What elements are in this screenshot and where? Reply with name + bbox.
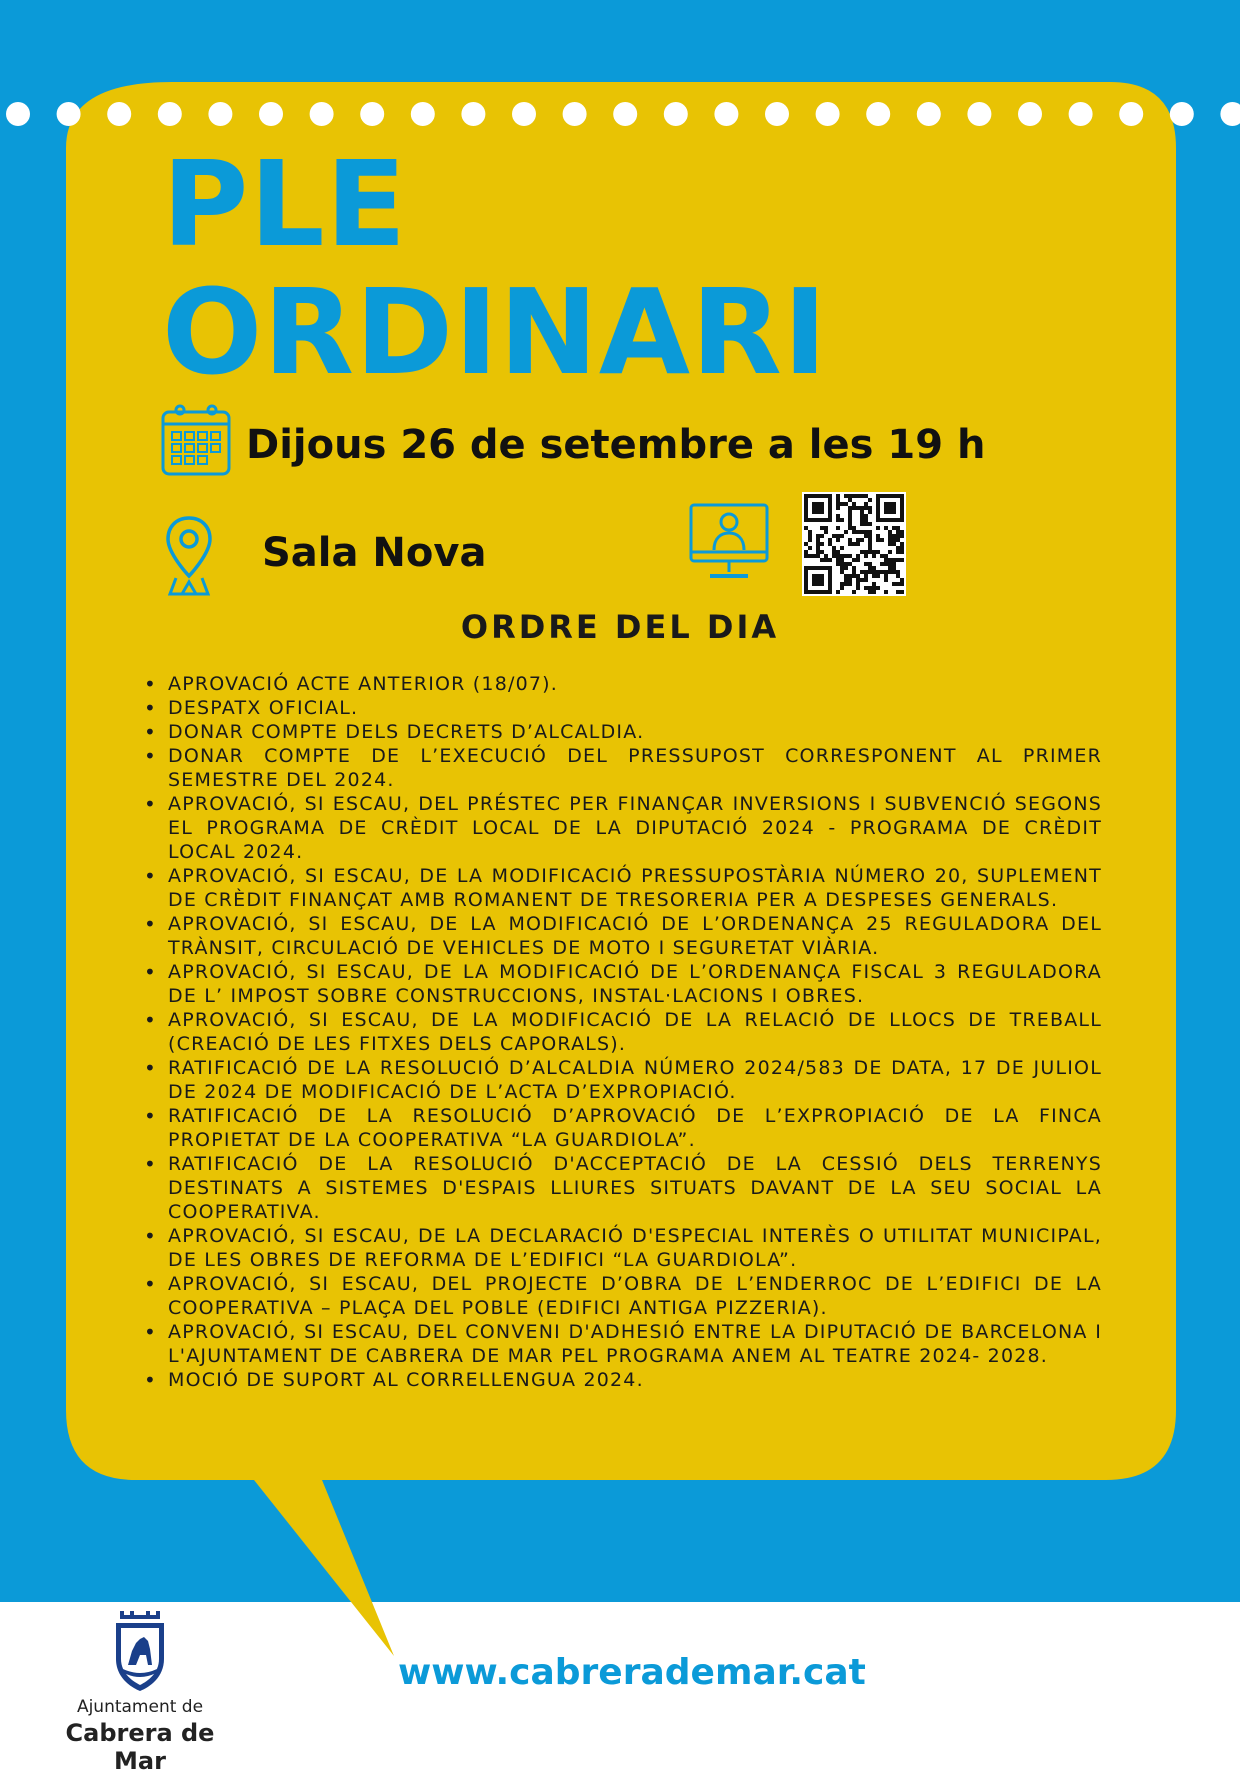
qr-module (900, 546, 904, 550)
qr-module (864, 506, 868, 510)
qr-module (848, 554, 852, 558)
qr-module (852, 558, 856, 562)
qr-module (892, 566, 896, 570)
list-item: • APROVACIÓ, SI ESCAU, DE LA DECLARACIÓ D'ESPECIAL INTERÈS O UTILITAT MUNICIPAL, DE LES OBRES DE REFORMA DE L’EDIFICI “LA GUARDIOLA”. (168, 1224, 1102, 1272)
qr-module (840, 570, 844, 574)
qr-module (880, 562, 884, 566)
qr-module (868, 566, 872, 570)
qr-module (848, 578, 852, 582)
qr-module (900, 542, 904, 546)
qr-finder (876, 494, 904, 498)
perforation-dot (107, 102, 131, 126)
qr-module (844, 582, 848, 586)
qr-module (900, 578, 904, 582)
agenda-list (168, 672, 1102, 1392)
qr-module (840, 502, 844, 506)
list-item: • APROVACIÓ, SI ESCAU, DEL PROJECTE D’OBRA DE L’ENDERROC DE L’EDIFICI DE LA COOPERATIVA – PLAÇA DEL POBLE (EDIFICI ANTIGA PIZZERIA). (168, 1272, 1102, 1320)
qr-module (888, 570, 892, 574)
qr-module (860, 538, 864, 542)
qr-module (852, 530, 856, 534)
qr-module (864, 562, 868, 566)
qr-module (872, 566, 876, 570)
qr-module (880, 554, 884, 558)
qr-module (872, 570, 876, 574)
qr-module (836, 514, 840, 518)
perforation-dot (866, 102, 890, 126)
qr-module (880, 570, 884, 574)
qr-module (896, 550, 900, 554)
qr-module (844, 562, 848, 566)
qr-module (884, 570, 888, 574)
qr-module (808, 530, 812, 534)
qr-module (856, 554, 860, 558)
qr-finder (812, 574, 824, 586)
list-item: • DESPATX OFICIAL. (168, 696, 1102, 720)
qr-module (860, 518, 864, 522)
logo-line-1: Ajuntament de (76, 1697, 204, 1717)
list-item: • RATIFICACIÓ DE LA RESOLUCIÓ D'ACCEPTACIÓ DE LA CESSIÓ DELS TERRENYS DESTINATS A SISTEMES D'ESPAIS LLIURES SITUATS DAVANT DE LA SEU SOCIAL LA COOPERATIVA. (168, 1152, 1102, 1224)
qr-module (860, 570, 864, 574)
qr-module (856, 582, 860, 586)
qr-module (820, 534, 824, 538)
qr-module (840, 546, 844, 550)
qr-module (868, 586, 872, 590)
qr-module (896, 546, 900, 550)
list-item: • APROVACIÓ, SI ESCAU, DE LA MODIFICACIÓ PRESSUPOSTÀRIA NÚMERO 20, SUPLEMENT DE CRÈDIT FINANÇAT AMB ROMANENT DE TRESORERIA PER A DESPESES GENERALS. (168, 864, 1102, 912)
qr-module (832, 554, 836, 558)
qr-finder (812, 502, 824, 514)
qr-module (864, 578, 868, 582)
qr-module (844, 502, 848, 506)
qr-module (848, 506, 852, 510)
qr-module (820, 526, 824, 530)
qr-module (868, 570, 872, 574)
qr-module (892, 534, 896, 538)
qr-module (808, 546, 812, 550)
qr-module (860, 510, 864, 514)
perforation-dot (208, 102, 232, 126)
qr-module (816, 550, 820, 554)
qr-finder (876, 494, 880, 522)
municipal-logo (40, 1605, 240, 1775)
qr-module (848, 582, 852, 586)
qr-module (808, 534, 812, 538)
qr-module (844, 530, 848, 534)
qr-module (828, 538, 832, 542)
qr-module (876, 526, 880, 530)
qr-module (836, 562, 840, 566)
qr-module (860, 522, 864, 526)
qr-module (804, 554, 808, 558)
title-line-2: ORDINARI (162, 263, 828, 401)
perforation-dot (158, 102, 182, 126)
qr-module (868, 498, 872, 502)
qr-module (824, 526, 828, 530)
qr-module (856, 558, 860, 562)
qr-module (824, 558, 828, 562)
qr-code-icon (802, 492, 906, 596)
perforation-dot (310, 102, 334, 126)
perforation-dot (259, 102, 283, 126)
qr-module (824, 530, 828, 534)
qr-finder (804, 590, 832, 594)
qr-module (876, 570, 880, 574)
qr-module (860, 494, 864, 498)
qr-module (852, 526, 856, 530)
qr-module (892, 558, 896, 562)
qr-module (828, 542, 832, 546)
list-item: • MOCIÓ DE SUPORT AL CORRELLENGUA 2024. (168, 1368, 1102, 1392)
qr-module (840, 558, 844, 562)
qr-module (868, 562, 872, 566)
calendar-icon (160, 402, 232, 478)
qr-module (840, 518, 844, 522)
perforation-dot (512, 102, 536, 126)
qr-module (864, 534, 868, 538)
meeting-place: Sala Nova (262, 530, 487, 576)
qr-module (864, 550, 868, 554)
qr-module (868, 590, 872, 594)
list-item: • DONAR COMPTE DE L’EXECUCIÓ DEL PRESSUPOST CORRESPONENT AL PRIMER SEMESTRE DEL 2024. (168, 744, 1102, 792)
page-title (162, 135, 828, 401)
qr-module (896, 526, 900, 530)
qr-module (836, 494, 840, 498)
list-item: • APROVACIÓ ACTE ANTERIOR (18/07). (168, 672, 1102, 696)
qr-module (836, 550, 840, 554)
qr-finder (804, 494, 808, 522)
qr-module (872, 554, 876, 558)
qr-finder (804, 494, 832, 498)
qr-module (880, 538, 884, 542)
qr-finder (876, 518, 904, 522)
qr-module (848, 542, 852, 546)
qr-module (896, 538, 900, 542)
qr-module (848, 538, 852, 542)
perforation-dot (714, 102, 738, 126)
qr-module (872, 582, 876, 586)
qr-module (820, 550, 824, 554)
list-item: • RATIFICACIÓ DE LA RESOLUCIÓ D’ALCALDIA NÚMERO 2024/583 DE DATA, 17 DE JULIOL DE 2024 DE MODIFICACIÓ DE L’ACTA D’EXPROPIACIÓ. (168, 1056, 1102, 1104)
perforation-dot (613, 102, 637, 126)
qr-module (864, 530, 868, 534)
qr-module (856, 578, 860, 582)
qr-module (864, 502, 868, 506)
agenda-title: ORDRE DEL DIA (460, 608, 780, 646)
qr-module (848, 562, 852, 566)
perforation-dot (563, 102, 587, 126)
qr-module (868, 522, 872, 526)
meeting-date: Dijous 26 de setembre a les 19 h (246, 422, 986, 468)
qr-module (852, 542, 856, 546)
qr-module (856, 574, 860, 578)
qr-module (848, 518, 852, 522)
qr-module (864, 586, 868, 590)
qr-module (836, 518, 840, 522)
qr-module (816, 534, 820, 538)
qr-module (868, 550, 872, 554)
qr-module (852, 566, 856, 570)
qr-module (888, 550, 892, 554)
qr-module (816, 538, 820, 542)
qr-module (836, 534, 840, 538)
qr-module (888, 542, 892, 546)
qr-finder (804, 566, 832, 570)
qr-module (820, 558, 824, 562)
list-item: • APROVACIÓ, SI ESCAU, DEL PRÉSTEC PER FINANÇAR INVERSIONS I SUBVENCIÓ SEGONS EL PROGRAMA DE CRÈDIT LOCAL DE LA DIPUTACIÓ 2024 - PROGRAMA DE CRÈDIT LOCAL 2024. (168, 792, 1102, 864)
list-item: • APROVACIÓ, SI ESCAU, DE LA MODIFICACIÓ DE L’ORDENANÇA 25 REGULADORA DEL TRÀNSIT, CIRCULACIÓ DE VEHICLES DE MOTO I SEGURETAT VIÀRIA. (168, 912, 1102, 960)
qr-module (876, 538, 880, 542)
qr-module (868, 542, 872, 546)
qr-module (848, 494, 852, 498)
qr-module (900, 534, 904, 538)
qr-module (840, 582, 844, 586)
qr-module (864, 570, 868, 574)
qr-module (840, 562, 844, 566)
qr-module (852, 502, 856, 506)
qr-module (884, 562, 888, 566)
qr-module (860, 550, 864, 554)
qr-module (840, 586, 844, 590)
logo-line-2: Cabrera de Mar (65, 1719, 215, 1775)
qr-module (804, 542, 808, 546)
qr-module (888, 566, 892, 570)
qr-module (852, 590, 856, 594)
title-line-1: PLE (162, 135, 408, 273)
qr-module (816, 546, 820, 550)
qr-module (868, 534, 872, 538)
qr-module (824, 554, 828, 558)
qr-module (868, 506, 872, 510)
perforation-dot (967, 102, 991, 126)
qr-module (872, 590, 876, 594)
qr-module (852, 506, 856, 510)
qr-module (864, 514, 868, 518)
qr-module (864, 494, 868, 498)
municipal-coat-of-arms-icon (104, 1607, 176, 1695)
qr-module (888, 558, 892, 562)
qr-module (832, 546, 836, 550)
qr-module (876, 550, 880, 554)
qr-module (864, 574, 868, 578)
qr-module (856, 506, 860, 510)
qr-module (900, 550, 904, 554)
qr-module (844, 574, 848, 578)
qr-module (900, 582, 904, 586)
perforation-dot (461, 102, 485, 126)
qr-module (856, 542, 860, 546)
qr-module (892, 582, 896, 586)
perforation-dot (1119, 102, 1143, 126)
qr-module (896, 558, 900, 562)
qr-module (860, 514, 864, 518)
qr-module (852, 570, 856, 574)
qr-module (844, 566, 848, 570)
qr-module (860, 506, 864, 510)
qr-module (820, 542, 824, 546)
perforation-dot (1220, 102, 1240, 126)
qr-module (828, 558, 832, 562)
location-pin-icon (164, 514, 214, 598)
qr-module (896, 534, 900, 538)
monitor-user-icon (688, 502, 770, 584)
qr-module (892, 570, 896, 574)
qr-module (884, 558, 888, 562)
qr-module (836, 590, 840, 594)
qr-module (864, 518, 868, 522)
qr-module (884, 554, 888, 558)
list-item: • APROVACIÓ, SI ESCAU, DEL CONVENI D'ADHESIÓ ENTRE LA DIPUTACIÓ DE BARCELONA I L'AJUNTAMENT DE CABRERA DE MAR PEL PROGRAMA ANEM AL TEATRE 2024- 2028. (168, 1320, 1102, 1368)
perforation-dot (57, 102, 81, 126)
qr-module (896, 574, 900, 578)
qr-module (864, 522, 868, 526)
qr-module (900, 558, 904, 562)
list-item: • APROVACIÓ, SI ESCAU, DE LA MODIFICACIÓ DE L’ORDENANÇA FISCAL 3 REGULADORA DE L’ IMPOST SOBRE CONSTRUCCIONS, INSTAL·LACIONS I OBRES. (168, 960, 1102, 1008)
qr-module (836, 498, 840, 502)
qr-module (888, 562, 892, 566)
qr-module (808, 538, 812, 542)
qr-module (892, 562, 896, 566)
qr-module (848, 574, 852, 578)
qr-module (836, 502, 840, 506)
qr-module (836, 538, 840, 542)
qr-module (892, 542, 896, 546)
qr-module (876, 574, 880, 578)
qr-module (836, 558, 840, 562)
qr-module (844, 554, 848, 558)
qr-module (844, 494, 848, 498)
qr-finder (828, 566, 832, 594)
qr-module (852, 574, 856, 578)
qr-module (808, 554, 812, 558)
qr-module (840, 554, 844, 558)
list-item: • RATIFICACIÓ DE LA RESOLUCIÓ D’APROVACIÓ DE L’EXPROPIACIÓ DE LA FINCA PROPIETAT DE LA COOPERATIVA “LA GUARDIOLA”. (168, 1104, 1102, 1152)
qr-module (852, 494, 856, 498)
perforation-dot (917, 102, 941, 126)
list-item: • DONAR COMPTE DELS DECRETS D’ALCALDIA. (168, 720, 1102, 744)
qr-module (816, 542, 820, 546)
website-link[interactable]: www.cabrerademar.cat (398, 1652, 866, 1693)
qr-module (860, 578, 864, 582)
qr-module (884, 526, 888, 530)
qr-module (884, 578, 888, 582)
qr-module (868, 538, 872, 542)
list-item: • APROVACIÓ, SI ESCAU, DE LA MODIFICACIÓ DE LA RELACIÓ DE LLOCS DE TREBALL (CREACIÓ DE LES FITXES DELS CAPORALS). (168, 1008, 1102, 1056)
qr-module (892, 538, 896, 542)
perforation-dot (765, 102, 789, 126)
qr-module (892, 526, 896, 530)
qr-module (888, 530, 892, 534)
perforation-dot (1018, 102, 1042, 126)
qr-module (896, 582, 900, 586)
qr-finder (884, 502, 896, 514)
qr-module (836, 526, 840, 530)
qr-module (872, 550, 876, 554)
qr-module (900, 590, 904, 594)
qr-module (836, 506, 840, 510)
perforation-dot (1069, 102, 1093, 126)
qr-module (836, 554, 840, 558)
qr-module (848, 522, 852, 526)
qr-module (872, 586, 876, 590)
qr-finder (804, 518, 832, 522)
qr-module (848, 514, 852, 518)
perforation-dot (360, 102, 384, 126)
qr-module (876, 586, 880, 590)
perforation-dot (816, 102, 840, 126)
qr-module (888, 538, 892, 542)
perforation-dot (6, 102, 30, 126)
qr-module (840, 534, 844, 538)
qr-module (856, 530, 860, 534)
qr-finder (828, 494, 832, 522)
qr-module (896, 570, 900, 574)
qr-module (812, 554, 816, 558)
qr-module (804, 526, 808, 530)
qr-module (804, 550, 808, 554)
qr-module (856, 586, 860, 590)
qr-module (896, 590, 900, 594)
qr-module (844, 578, 848, 582)
qr-module (900, 530, 904, 534)
perforation-dot (664, 102, 688, 126)
qr-module (832, 550, 836, 554)
qr-module (884, 590, 888, 594)
qr-module (888, 534, 892, 538)
qr-module (856, 538, 860, 542)
qr-module (816, 554, 820, 558)
qr-module (876, 534, 880, 538)
qr-module (868, 510, 872, 514)
qr-finder (900, 494, 904, 522)
qr-module (848, 510, 852, 514)
qr-finder (804, 566, 808, 594)
perforation-dots (0, 100, 1240, 130)
qr-module (868, 546, 872, 550)
qr-module (856, 494, 860, 498)
perforation-dot (1170, 102, 1194, 126)
qr-module (868, 530, 872, 534)
qr-module (848, 526, 852, 530)
qr-module (896, 530, 900, 534)
qr-module (864, 554, 868, 558)
qr-module (840, 566, 844, 570)
perforation-dot (411, 102, 435, 126)
qr-module (860, 530, 864, 534)
qr-module (848, 498, 852, 502)
qr-module (872, 574, 876, 578)
qr-module (884, 574, 888, 578)
qr-module (832, 534, 836, 538)
